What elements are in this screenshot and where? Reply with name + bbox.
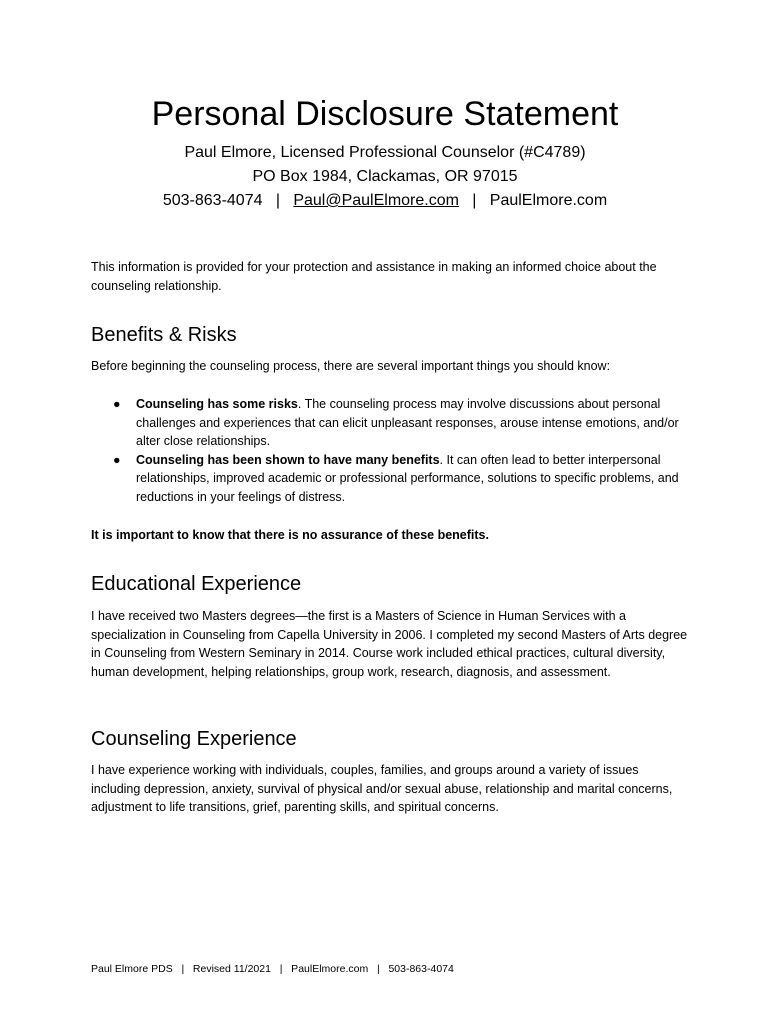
- page-title: Personal Disclosure Statement: [151, 95, 619, 133]
- bullet-icon: ●: [113, 397, 121, 411]
- list-item: [91, 395, 691, 451]
- bullet-text: . The counseling process may involve discussions about personal challenges and experiences that can elicit unpleasant responses, arouse intense emotions, and/or alter close relationships.: [136, 397, 679, 449]
- education-heading: Educational Experience: [91, 573, 302, 595]
- separator: |: [262, 192, 294, 209]
- list-item: [91, 451, 691, 507]
- website-text: PaulElmore.com: [489, 192, 608, 209]
- counseling-paragraph: I have experience working with individuals, couples, families, and groups around a variety of issues including depression, anxiety, survival of physical and/or sexual abuse, relationship and marital concerns, adjustment to life transitions, grief, parenting skills, and spiritual concerns.: [91, 763, 673, 815]
- contact-line: [0, 189, 770, 213]
- email-link[interactable]: Paul@PaulElmore.com: [293, 192, 459, 209]
- bullet-text: . It can often lead to better interpersonal relationships, improved academic or professional performance, solutions to specific problems, and reductions in your feelings of distress.: [136, 452, 679, 504]
- benefits-lead-paragraph: Before beginning the counseling process, there are several important things you should know:: [91, 359, 611, 373]
- counseling-heading: Counseling Experience: [91, 728, 297, 750]
- address-line: PO Box 1984, Clackamas, OR 97015: [252, 168, 518, 185]
- page-footer: Paul Elmore PDS | Revised 11/2021 | PaulElmore.com | 503-863-4074: [91, 963, 454, 975]
- education-paragraph: I have received two Masters degrees—the first is a Masters of Science in Human Services with a specialization in Counseling from Capella University in 2006. I completed my second Masters of Arts degree in Counseling from Western Seminary in 2014. Course work included ethical practices, cultural diversity, human development, helping relationships, group work, research, diagnosis, and assessment.: [91, 609, 688, 679]
- contact-block: [0, 141, 770, 213]
- separator: |: [458, 192, 490, 209]
- benefits-risks-heading: Benefits & Risks: [91, 324, 237, 346]
- bullet-bold-text: Counseling has some risks: [136, 397, 298, 411]
- counselor-name-line: Paul Elmore, Licensed Professional Counselor (#C4789): [184, 144, 586, 161]
- intro-paragraph: This information is provided for your protection and assistance in making an informed choice about the counseling relationship.: [91, 260, 657, 293]
- bullet-bold-text: Counseling has been shown to have many benefits: [136, 452, 440, 467]
- benefits-list: [91, 395, 691, 507]
- benefits-note: It is important to know that there is no assurance of these benefits.: [91, 528, 489, 542]
- phone-number: 503-863-4074: [162, 192, 263, 209]
- bullet-icon: ●: [113, 452, 121, 467]
